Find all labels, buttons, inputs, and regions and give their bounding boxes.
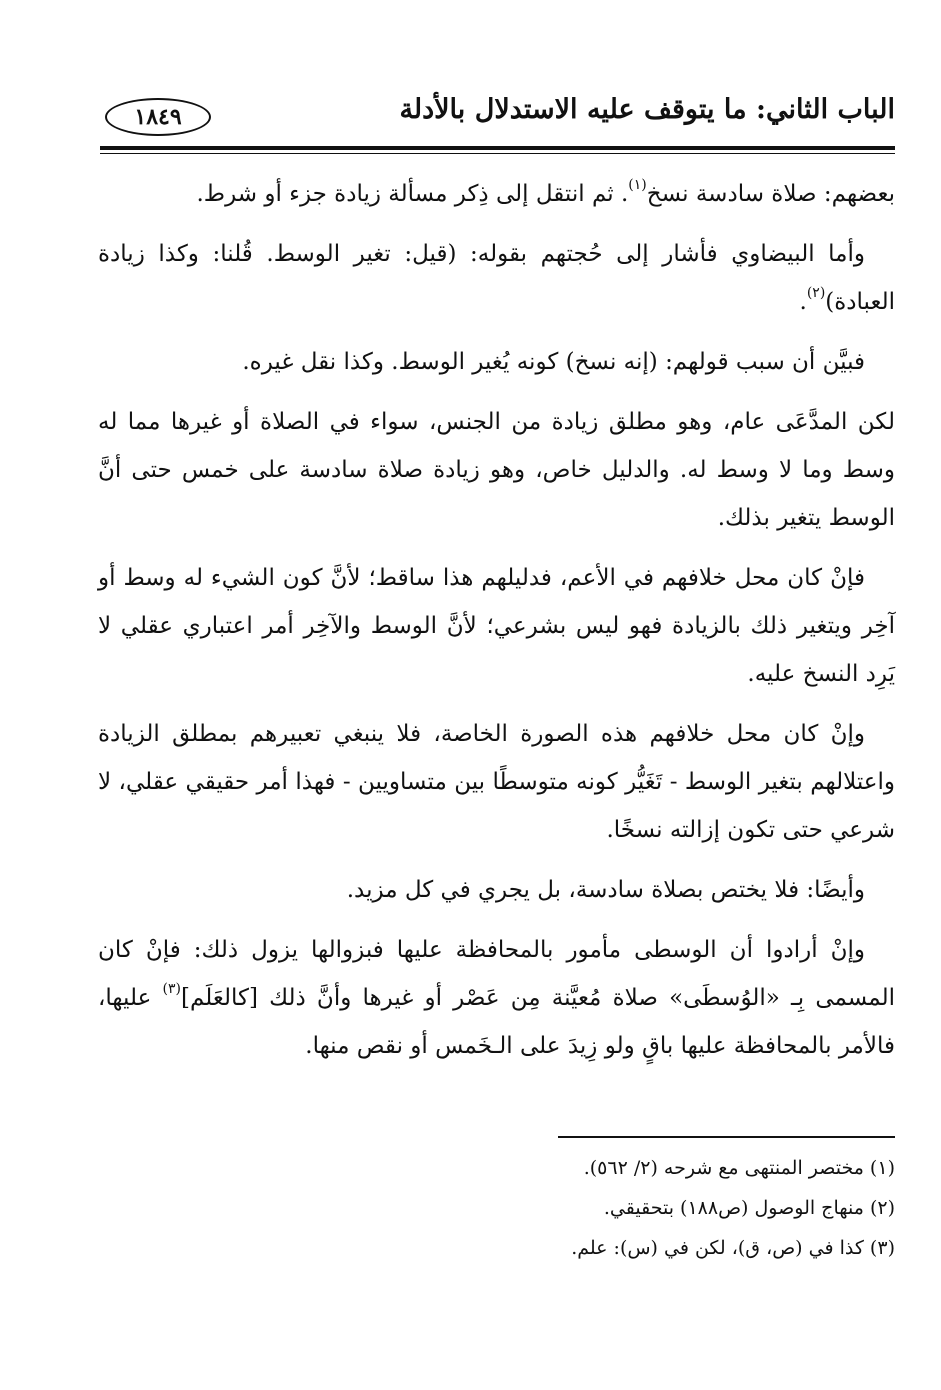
body-text <box>98 170 895 1082</box>
page-header <box>100 92 895 142</box>
footnote-ref-3: (٣) <box>162 981 181 997</box>
footnote-2: (٢) منهاج الوصول (ص١٨٨) بتحقيقي. <box>603 1197 895 1219</box>
paragraph-1: بعضهم: صلاة سادسة نسخ$^{(١)}$. ثم انتقل إلى ذِكر مسألة زيادة جزء أو شرط. <box>196 177 895 207</box>
page-number: ١٨٤٩ <box>105 98 211 136</box>
running-title: الباب الثاني: ما يتوقف عليه الاستدلال بالأدلة <box>399 94 895 125</box>
paragraph-3: فبيَّن أن سبب قولهم: (إنه نسخ) كونه يُغير الوسط. وكذا نقل غيره. <box>242 349 865 375</box>
footnote-1: (١) مختصر المنتهى مع شرحه (٢/ ٥٦٢). <box>583 1157 895 1179</box>
header-rule-thick <box>100 146 895 150</box>
footnote-3: (٣) كذا في (ص، ق)، لكن في (س): علم. <box>571 1237 895 1259</box>
header-rule-thin <box>100 153 895 154</box>
paragraph-8: وإنْ أرادوا أن الوسطى مأمور بالمحافظة عليها فبزوالها يزول ذلك: فإنْ كان المسمى بِـ «الوُسطَى» صلاة مُعيَّنة مِن عَصْر أو غيرها وأنَّ ذلك [كالعَلَم]$^{(٣)}$ عليها، فالأمر بالمحافظة عليها باقٍ ولو زِيدَ على الـخَمس أو نقص منها. <box>98 937 896 1059</box>
footnote-ref-2: (٢) <box>806 285 826 301</box>
paragraph-2: وأما البيضاوي فأشار إلى حُجتهم بقوله: (قيل: تغير الوسط. قُلنا: وكذا زيادة العبادة)$^{(٢)}$. <box>98 241 895 315</box>
paragraph-5: فإنْ كان محل خلافهم في الأعم، فدليلهم هذا ساقط؛ لأنَّ كون الشيء له وسط أو آخِر ويتغير ذلك بالزيادة فهو ليس بشرعي؛ لأنَّ الوسط والآخِر أمر اعتباري عقلي لا يَرِد النسخ عليه. <box>98 565 895 687</box>
paragraph-4: لكن المدَّعَى عام، وهو مطلق زيادة من الجنس، سواء في الصلاة أو غيرها مما له وسط وما لا وسط له. والدليل خاص، وهو زيادة صلاة سادسة على خمس حتى أنَّ الوسط يتغير بذلك. <box>98 409 895 531</box>
footnote-ref-1: (١) <box>628 177 647 193</box>
footnotes <box>98 1148 895 1268</box>
paragraph-6: وإنْ كان محل خلافهم هذه الصورة الخاصة، فلا ينبغي تعبيرهم بمطلق الزيادة واعتلالهم بتغير الوسط - تَغَيُّر كونه متوسطًا بين متساويين - فهذا أمر حقيقي عقلي، لا شرعي حتى تكون إزالته نسخًا. <box>98 721 895 843</box>
footnote-separator <box>558 1136 895 1138</box>
paragraph-7: وأيضًا: فلا يختص بصلاة سادسة، بل يجري في كل مزيد. <box>346 877 865 903</box>
